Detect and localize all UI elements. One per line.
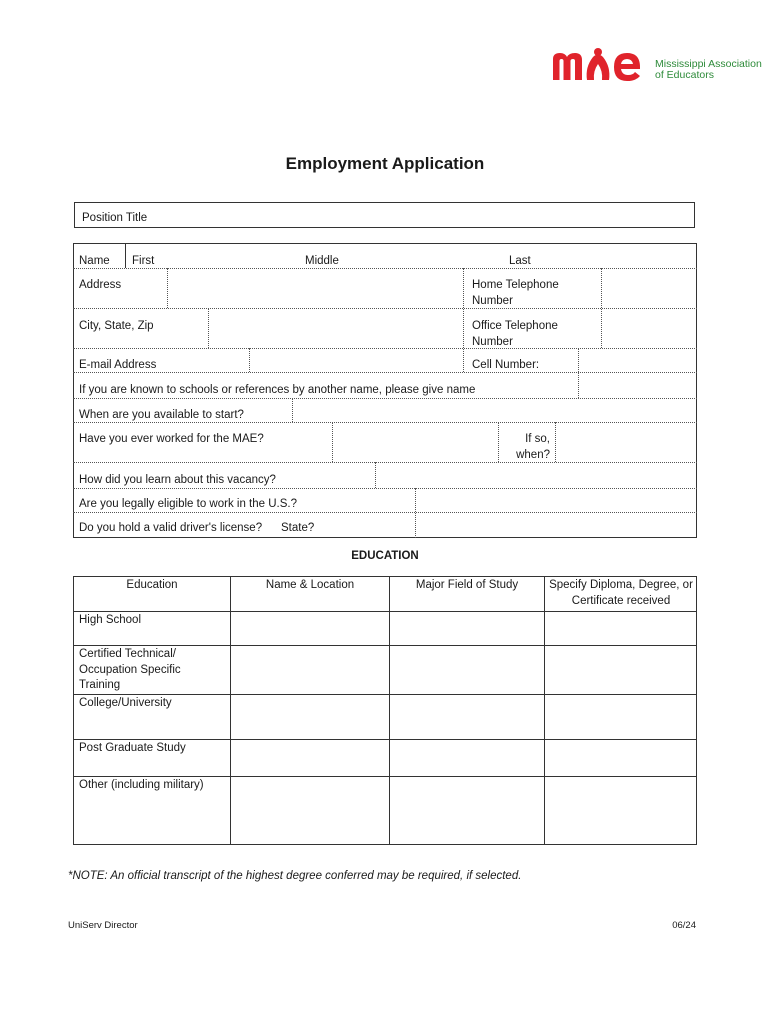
edu-other-input[interactable] <box>231 777 697 844</box>
edu-col-name-location: Name & Location <box>265 579 355 591</box>
learn-vacancy-label: How did you learn about this vacancy? <box>79 474 276 486</box>
name-input[interactable] <box>126 244 696 268</box>
edu-row-college: College/University <box>79 697 172 709</box>
worked-for-mae-label: Have you ever worked for the MAE? <box>79 433 264 445</box>
middle-name-label: Middle <box>305 255 339 267</box>
col-divider <box>498 422 499 462</box>
cell-number-label: Cell Number: <box>472 359 540 371</box>
last-name-label: Last <box>509 255 531 267</box>
worked-when-input[interactable] <box>556 423 696 462</box>
home-phone-input[interactable] <box>602 269 696 308</box>
edu-col-diploma: Specify Diploma, Degree, or Certificate received <box>549 579 693 607</box>
logo-org-name <box>655 59 762 81</box>
city-state-zip-label: City, State, Zip <box>79 320 154 332</box>
logo-org-line2: of Educators <box>655 69 714 81</box>
edu-row-other: Other (including military) <box>79 779 204 791</box>
cell-number-input[interactable] <box>579 349 696 372</box>
edu-college-input[interactable] <box>231 695 697 739</box>
mae-logo <box>551 47 651 81</box>
page-title: Employment Application <box>285 154 485 173</box>
edu-row-high-school: High School <box>79 614 142 626</box>
footer-position: UniServ Director <box>68 920 138 931</box>
name-label: Name <box>79 255 110 267</box>
edu-high-school-input[interactable] <box>231 612 697 645</box>
learn-vacancy-input[interactable] <box>376 463 696 488</box>
city-state-zip-input[interactable] <box>209 309 463 348</box>
other-name-label: If you are known to schools or references by another name, please give name <box>79 384 476 396</box>
edu-row-technical: Certified Technical/ Occupation Specific Training <box>79 648 181 691</box>
drivers-license-label: Do you hold a valid driver's license? <box>79 522 263 534</box>
position-title-field[interactable] <box>74 202 695 228</box>
if-so-when-label: If so, when? <box>516 433 550 461</box>
availability-label: When are you available to start? <box>79 409 244 421</box>
drivers-license-input[interactable] <box>416 513 696 537</box>
col-divider <box>463 268 464 372</box>
work-eligibility-input[interactable] <box>416 489 696 512</box>
transcript-note: *NOTE: An official transcript of the highest degree conferred may be required, if selected. <box>68 870 522 882</box>
email-label: E-mail Address <box>79 359 157 371</box>
license-state-label: State? <box>281 522 315 534</box>
address-label: Address <box>79 279 122 291</box>
address-input[interactable] <box>168 269 463 308</box>
first-name-label: First <box>132 255 155 267</box>
office-phone-label: Office Telephone Number <box>472 320 558 348</box>
work-eligibility-label: Are you legally eligible to work in the U.S.? <box>79 498 297 510</box>
education-heading: EDUCATION <box>351 550 419 562</box>
edu-col-education: Education <box>126 579 178 591</box>
availability-input[interactable] <box>293 399 696 422</box>
edu-postgrad-input[interactable] <box>231 740 697 776</box>
office-phone-input[interactable] <box>602 309 696 348</box>
position-title-label: Position Title <box>82 212 148 224</box>
edu-technical-input[interactable] <box>231 646 697 694</box>
logo-org-line1: Mississippi Association <box>655 58 762 70</box>
edu-col-major: Major Field of Study <box>415 579 519 591</box>
home-phone-label: Home Telephone Number <box>472 279 559 307</box>
worked-for-mae-input[interactable] <box>333 423 498 462</box>
footer-date: 06/24 <box>672 920 696 931</box>
edu-row-postgrad: Post Graduate Study <box>79 742 186 754</box>
email-input[interactable] <box>250 349 463 372</box>
other-name-input[interactable] <box>579 373 696 398</box>
